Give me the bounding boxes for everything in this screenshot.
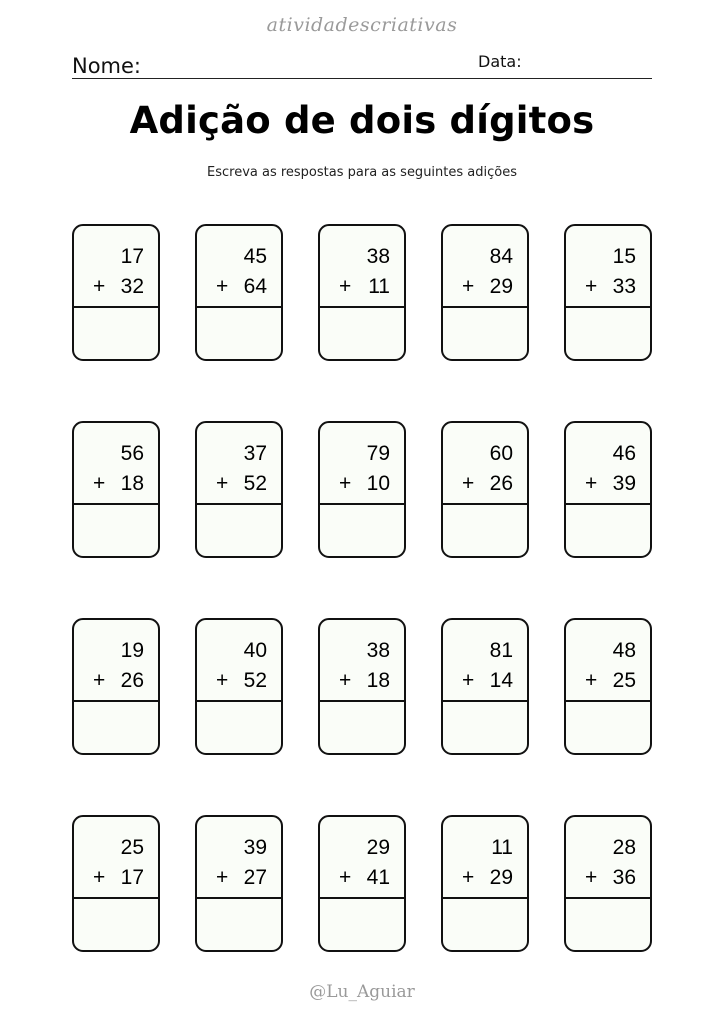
first-addend: 56 bbox=[120, 442, 144, 465]
second-addend-row bbox=[74, 666, 158, 696]
addition-card bbox=[441, 815, 529, 952]
problem-area bbox=[443, 423, 527, 505]
problem-area bbox=[320, 226, 404, 308]
answer-box[interactable] bbox=[566, 505, 650, 556]
author-credit: @Lu_Aguiar bbox=[309, 982, 415, 1002]
second-addend-row bbox=[320, 469, 404, 499]
first-addend: 45 bbox=[243, 245, 267, 268]
second-addend: 29 bbox=[489, 275, 513, 298]
answer-box[interactable] bbox=[320, 899, 404, 950]
problem-area bbox=[443, 620, 527, 702]
first-addend: 15 bbox=[612, 245, 636, 268]
addition-card bbox=[564, 618, 652, 755]
second-addend-row bbox=[197, 272, 281, 302]
second-addend: 14 bbox=[489, 669, 513, 692]
problems-grid bbox=[72, 224, 652, 951]
answer-box[interactable] bbox=[74, 899, 158, 950]
problem-area bbox=[74, 226, 158, 308]
problem-area bbox=[74, 817, 158, 899]
answer-box[interactable] bbox=[74, 505, 158, 556]
problem-area bbox=[566, 620, 650, 702]
plus-sign: + bbox=[462, 275, 475, 298]
second-addend-row bbox=[566, 469, 650, 499]
answer-box[interactable] bbox=[320, 702, 404, 753]
second-addend: 25 bbox=[612, 669, 636, 692]
second-addend: 18 bbox=[120, 472, 144, 495]
second-addend: 26 bbox=[120, 669, 144, 692]
second-addend: 36 bbox=[612, 866, 636, 889]
addition-card bbox=[441, 421, 529, 558]
problem-area bbox=[320, 423, 404, 505]
second-addend: 33 bbox=[612, 275, 636, 298]
second-addend-row bbox=[320, 863, 404, 893]
second-addend-row bbox=[74, 863, 158, 893]
addition-card bbox=[564, 224, 652, 361]
answer-box[interactable] bbox=[566, 702, 650, 753]
plus-sign: + bbox=[339, 866, 352, 889]
answer-box[interactable] bbox=[566, 308, 650, 359]
first-addend: 29 bbox=[366, 836, 390, 859]
instructions: Escreva as respostas para as seguintes adições bbox=[207, 165, 517, 180]
second-addend-row bbox=[74, 272, 158, 302]
first-addend: 38 bbox=[366, 639, 390, 662]
first-addend: 38 bbox=[366, 245, 390, 268]
plus-sign: + bbox=[585, 472, 598, 495]
first-addend: 79 bbox=[366, 442, 390, 465]
problem-area bbox=[74, 423, 158, 505]
brand-watermark: atividadescriativas bbox=[266, 14, 458, 36]
first-addend: 11 bbox=[491, 836, 513, 859]
first-addend: 81 bbox=[489, 639, 513, 662]
second-addend-row bbox=[197, 666, 281, 696]
second-addend: 52 bbox=[243, 472, 267, 495]
addition-card bbox=[441, 224, 529, 361]
problem-area bbox=[320, 817, 404, 899]
addition-card bbox=[72, 421, 160, 558]
addition-card bbox=[318, 224, 406, 361]
second-addend: 29 bbox=[489, 866, 513, 889]
answer-box[interactable] bbox=[443, 308, 527, 359]
second-addend: 11 bbox=[368, 275, 390, 298]
second-addend-row bbox=[74, 469, 158, 499]
name-label: Nome: bbox=[72, 54, 142, 78]
addition-card bbox=[195, 618, 283, 755]
answer-box[interactable] bbox=[197, 899, 281, 950]
second-addend: 18 bbox=[366, 669, 390, 692]
plus-sign: + bbox=[462, 669, 475, 692]
plus-sign: + bbox=[462, 866, 475, 889]
answer-box[interactable] bbox=[566, 899, 650, 950]
first-addend: 48 bbox=[612, 639, 636, 662]
plus-sign: + bbox=[462, 472, 475, 495]
addition-card bbox=[195, 421, 283, 558]
addition-card bbox=[318, 815, 406, 952]
date-label: Data: bbox=[478, 52, 522, 71]
plus-sign: + bbox=[93, 866, 106, 889]
answer-box[interactable] bbox=[74, 308, 158, 359]
second-addend-row bbox=[197, 863, 281, 893]
problem-area bbox=[74, 620, 158, 702]
name-write-line[interactable] bbox=[72, 78, 652, 79]
problem-area bbox=[566, 423, 650, 505]
first-addend: 46 bbox=[612, 442, 636, 465]
addition-card bbox=[195, 815, 283, 952]
plus-sign: + bbox=[216, 275, 229, 298]
answer-box[interactable] bbox=[320, 308, 404, 359]
answer-box[interactable] bbox=[197, 308, 281, 359]
addition-card bbox=[195, 224, 283, 361]
addition-card bbox=[72, 618, 160, 755]
first-addend: 19 bbox=[120, 639, 144, 662]
second-addend: 27 bbox=[243, 866, 267, 889]
problem-area bbox=[320, 620, 404, 702]
problem-area bbox=[197, 423, 281, 505]
second-addend-row bbox=[443, 863, 527, 893]
plus-sign: + bbox=[339, 275, 352, 298]
second-addend-row bbox=[443, 272, 527, 302]
second-addend-row bbox=[320, 272, 404, 302]
second-addend-row bbox=[443, 469, 527, 499]
plus-sign: + bbox=[585, 275, 598, 298]
problem-area bbox=[197, 620, 281, 702]
problem-area bbox=[443, 226, 527, 308]
problem-area bbox=[566, 817, 650, 899]
addition-card bbox=[564, 421, 652, 558]
first-addend: 25 bbox=[120, 836, 144, 859]
second-addend: 17 bbox=[120, 866, 144, 889]
second-addend-row bbox=[443, 666, 527, 696]
first-addend: 17 bbox=[120, 245, 144, 268]
addition-card bbox=[441, 618, 529, 755]
addition-card bbox=[318, 618, 406, 755]
answer-box[interactable] bbox=[197, 702, 281, 753]
problem-area bbox=[443, 817, 527, 899]
answer-box[interactable] bbox=[320, 505, 404, 556]
second-addend: 32 bbox=[120, 275, 144, 298]
second-addend: 64 bbox=[243, 275, 267, 298]
addition-card bbox=[72, 815, 160, 952]
plus-sign: + bbox=[93, 669, 106, 692]
second-addend-row bbox=[320, 666, 404, 696]
plus-sign: + bbox=[585, 669, 598, 692]
second-addend-row bbox=[566, 863, 650, 893]
plus-sign: + bbox=[339, 472, 352, 495]
answer-box[interactable] bbox=[443, 505, 527, 556]
second-addend-row bbox=[197, 469, 281, 499]
problem-area bbox=[566, 226, 650, 308]
answer-box[interactable] bbox=[74, 702, 158, 753]
first-addend: 84 bbox=[489, 245, 513, 268]
problem-area bbox=[197, 226, 281, 308]
answer-box[interactable] bbox=[197, 505, 281, 556]
answer-box[interactable] bbox=[443, 702, 527, 753]
answer-box[interactable] bbox=[443, 899, 527, 950]
plus-sign: + bbox=[216, 866, 229, 889]
addition-card bbox=[318, 421, 406, 558]
addition-card bbox=[72, 224, 160, 361]
plus-sign: + bbox=[93, 275, 106, 298]
plus-sign: + bbox=[93, 472, 106, 495]
first-addend: 60 bbox=[489, 442, 513, 465]
first-addend: 39 bbox=[243, 836, 267, 859]
plus-sign: + bbox=[216, 669, 229, 692]
second-addend: 10 bbox=[366, 472, 390, 495]
addition-card bbox=[564, 815, 652, 952]
plus-sign: + bbox=[216, 472, 229, 495]
second-addend: 39 bbox=[612, 472, 636, 495]
second-addend-row bbox=[566, 272, 650, 302]
first-addend: 28 bbox=[612, 836, 636, 859]
plus-sign: + bbox=[339, 669, 352, 692]
second-addend: 52 bbox=[243, 669, 267, 692]
first-addend: 37 bbox=[243, 442, 267, 465]
problem-area bbox=[197, 817, 281, 899]
second-addend-row bbox=[566, 666, 650, 696]
first-addend: 40 bbox=[243, 639, 267, 662]
plus-sign: + bbox=[585, 866, 598, 889]
page-title: Adição de dois dígitos bbox=[129, 99, 595, 142]
second-addend: 26 bbox=[489, 472, 513, 495]
second-addend: 41 bbox=[366, 866, 390, 889]
